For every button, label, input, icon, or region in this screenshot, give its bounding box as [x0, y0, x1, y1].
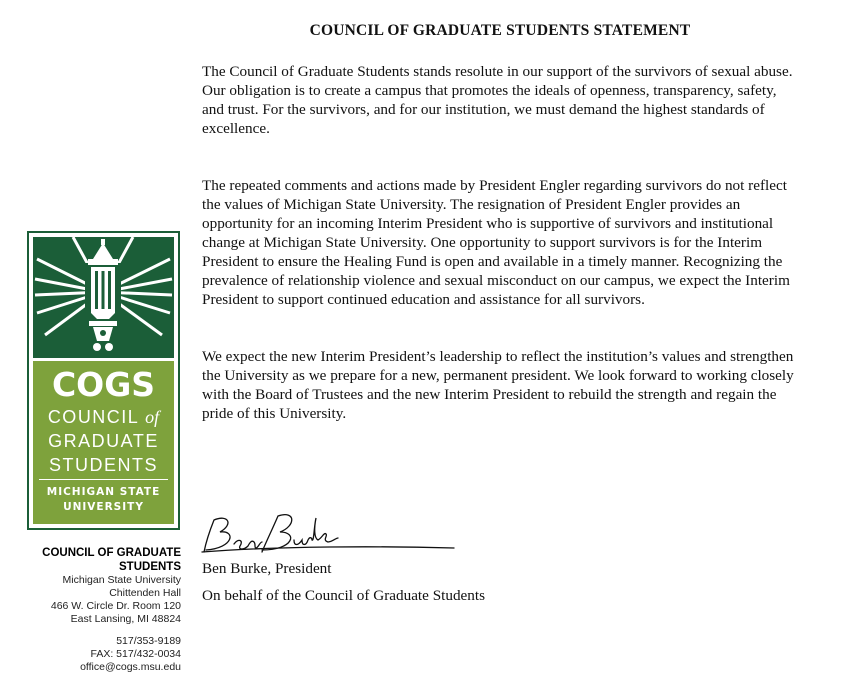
- logo-line-of: of: [145, 407, 160, 427]
- logo-text-panel: [33, 361, 174, 524]
- paragraph-1: The Council of Graduate Students stands resolute in our support of the survivors of sexual abuse. Our obligation is to create a campus that promotes the ideals of openness, transparency, safety, and trust. For the survivors, and for our institution, we must demand the highest standards of excellence.: [202, 63, 793, 137]
- address-line: Michigan State University: [62, 574, 181, 586]
- logo-line-graduate: GRADUATE: [48, 431, 159, 451]
- phone-number: 517/353-9189: [116, 635, 181, 647]
- cogs-logo: [27, 231, 180, 530]
- logo-name: [33, 405, 174, 477]
- logo-university-line1: MICHIGAN STATE: [46, 486, 161, 498]
- beaumont-tower-icon: [33, 237, 174, 358]
- signer-name: Ben Burke, President: [202, 560, 332, 577]
- on-behalf-line: On behalf of the Council of Graduate Students: [202, 587, 486, 604]
- paragraph-2: The repeated comments and actions made by President Engler regarding survivors do not reflect the values of Michigan State University. The resignation of President Engler provides an opportunity for an incoming Interim President who is supportive of survivors and institutional change at Michigan State University. One opportunity to support survivors is for the Interim President to ensure the Healing Fund is open and available in a timely manner. Recognizing the prevalence of relationship violence and sexual misconduct on our campus, we expect the Interim President to support continued education and assistance for all survivors.: [202, 177, 790, 308]
- logo-acronym: COGS: [51, 365, 156, 404]
- address-block: [20, 546, 181, 674]
- fax-number: FAX: 517/432-0034: [90, 648, 181, 660]
- address-org-line2: STUDENTS: [119, 561, 181, 573]
- email-address: office@cogs.msu.edu: [80, 661, 181, 673]
- logo-divider: [39, 479, 168, 480]
- logo-line-council: COUNCIL: [47, 407, 139, 427]
- signature: [200, 508, 460, 558]
- address-org-line1: COUNCIL OF GRADUATE: [42, 547, 181, 559]
- paragraph-3: We expect the new Interim President’s leadership to reflect the institution’s values and strengthen the University as we prepare for a new, permanent president. We look forward to working closely with the Board of Trustees and the new Interim President to rebuild the strength and regain the pride of this University.: [202, 348, 794, 422]
- address-line: Chittenden Hall: [109, 587, 181, 599]
- logo-line-students: STUDENTS: [48, 455, 158, 475]
- address-line: 466 W. Circle Dr. Room 120: [50, 600, 181, 612]
- logo-university-line2: UNIVERSITY: [63, 501, 144, 513]
- address-line: East Lansing, MI 48824: [70, 613, 181, 625]
- logo-university: [33, 485, 174, 515]
- statement-title: COUNCIL OF GRADUATE STUDENTS STATEMENT: [309, 22, 691, 39]
